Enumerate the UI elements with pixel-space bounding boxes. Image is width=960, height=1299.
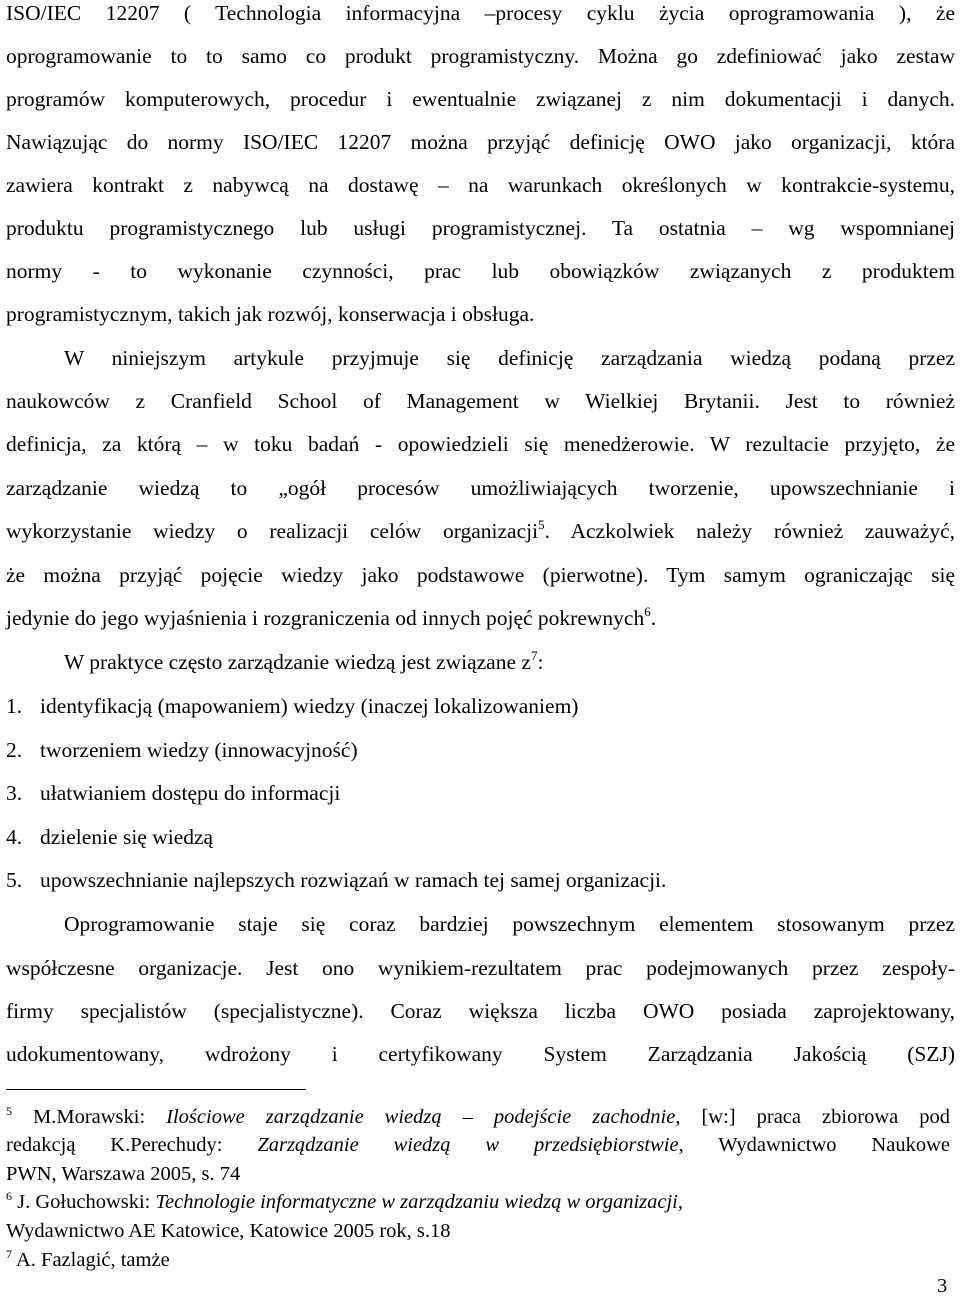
list-item-number: 5.	[6, 868, 23, 892]
body-line: że można przyjąć pojęcie wiedzy jako podstawowe (pierwotne). Tym samym ograniczając się	[6, 563, 955, 587]
body-line: zawiera kontrakt z nabywcą na dostawę – na warunkach określonych w kontrakcie-systemu,	[6, 173, 955, 197]
footnote-text: PWN, Warszawa 2005, s. 74	[6, 1163, 241, 1185]
list-item-text: ułatwianiem dostępu do informacji	[40, 781, 341, 805]
footnote-separator	[6, 1089, 306, 1090]
footnote-ref: 5	[538, 516, 545, 532]
list-item-number: 3.	[6, 781, 23, 805]
footnote-line	[6, 1105, 950, 1129]
body-line: normy - to wykonanie czynności, prac lub obowiązków związanych z produktem	[6, 259, 955, 283]
footnote-title: Ilościowe zarządzanie wiedzą – podejście zachodnie	[166, 1106, 676, 1128]
list-item-text: tworzeniem wiedzy (innowacyjność)	[40, 738, 358, 762]
list-item-number: 4.	[6, 825, 23, 849]
body-line: Nawiązując do normy ISO/IEC 12207 można przyjąć definicję OWO jako organizacji, która	[6, 130, 955, 154]
body-line: definicja, za którą – w toku badań - opowiedzieli się menedżerowie. W rezultacie przyjęto, że	[6, 432, 955, 456]
body-line: Oprogramowanie staje się coraz bardziej powszechnym elementem stosowanym przez	[64, 912, 955, 936]
footnote-text: J. Gołuchowski:	[12, 1191, 156, 1213]
footnote-line	[6, 1162, 950, 1186]
list-item	[6, 780, 955, 806]
footnote-mark: 7	[6, 1247, 12, 1262]
body-text-run: jedynie do jego wyjaśnienia i rozgraniczenia od innych pojęć pokrewnych	[6, 606, 645, 630]
body-line: ISO/IEC 12207 ( Technologia informacyjna –procesy cyklu życia oprogramowania ), że	[6, 1, 955, 25]
body-line: W niniejszym artykule przyjmuje się definicję zarządzania wiedzą podaną przez	[64, 346, 955, 370]
body-text-run: . Aczkolwiek należy również zauważyć,	[544, 519, 955, 543]
list-item	[6, 693, 955, 719]
body-line: produktu programistycznego lub usługi programistycznej. Ta ostatnia – wg wspomnianej	[6, 216, 955, 240]
footnote-mark: 6	[6, 1189, 12, 1204]
footnote-line	[6, 1219, 950, 1243]
footnote-mark: 5	[6, 1104, 12, 1119]
footnote-ref: 7	[530, 647, 538, 663]
body-line	[6, 605, 955, 631]
footnote-text: ,	[677, 1191, 684, 1213]
list-item	[6, 867, 955, 893]
footnote-title: Zarządzanie wiedzą w przedsiębiorstwie	[257, 1134, 679, 1156]
list-item-text: dzielenie się wiedzą	[40, 825, 214, 849]
footnote-text: , Wydawnictwo Naukowe	[678, 1134, 950, 1156]
body-text-run: wykorzystanie wiedzy o realizacji celów organizacji	[6, 519, 539, 543]
body-text-run: :	[537, 650, 544, 674]
body-line: firmy specjalistów (specjalistyczne). Coraz większa liczba OWO posiada zaprojektowany,	[6, 999, 955, 1023]
list-item-text: identyfikacją (mapowaniem) wiedzy (inaczej lokalizowaniem)	[40, 694, 579, 718]
footnote-text: redakcją K.Perechudy:	[6, 1134, 258, 1156]
footnote-text: Wydawnictwo AE Katowice, Katowice 2005 rok, s.18	[6, 1220, 451, 1242]
body-line	[6, 518, 955, 544]
footnote-line	[6, 1133, 950, 1157]
body-line	[64, 649, 960, 675]
body-line: zarządzanie wiedzą to „ogół procesów umożliwiających tworzenie, upowszechnianie i	[6, 476, 955, 500]
body-text-run: .	[650, 606, 657, 630]
footnote-title: Technologie informatyczne w zarządzaniu wiedzą w organizacji	[155, 1191, 678, 1213]
footnote-line	[6, 1248, 950, 1272]
footnote-text: , [w:] praca zbiorowa pod	[675, 1106, 950, 1128]
list-item	[6, 824, 955, 850]
page-number: 3	[937, 1275, 948, 1297]
body-line: oprogramowanie to to samo co produkt programistyczny. Można go zdefiniować jako zestaw	[6, 44, 955, 68]
footnote-line	[6, 1190, 950, 1214]
body-text-run: W praktyce często zarządzanie wiedzą jest związane z	[64, 650, 531, 674]
body-line: współczesne organizacje. Jest ono wynikiem-rezultatem prac podejmowanych przez zespoły-	[6, 956, 955, 980]
body-line: udokumentowany, wdrożony i certyfikowany System Zarządzania Jakością (SZJ)	[6, 1042, 955, 1066]
list-item-number: 1.	[6, 694, 23, 718]
body-line: programów komputerowych, procedur i ewentualnie związanej z nim dokumentacji i danych.	[6, 87, 955, 111]
list-item-text: upowszechnianie najlepszych rozwiązań w ramach tej samej organizacji.	[40, 868, 667, 892]
footnote-ref: 6	[644, 603, 651, 619]
body-line: programistycznym, takich jak rozwój, konserwacja i obsługa.	[6, 302, 535, 326]
footnote-text: A. Fazlagić, tamże	[12, 1249, 170, 1271]
list-item	[6, 737, 955, 763]
body-line: naukowców z Cranfield School of Management w Wielkiej Brytanii. Jest to również	[6, 389, 955, 413]
footnote-text: M.Morawski:	[12, 1106, 167, 1128]
list-item-number: 2.	[6, 738, 23, 762]
